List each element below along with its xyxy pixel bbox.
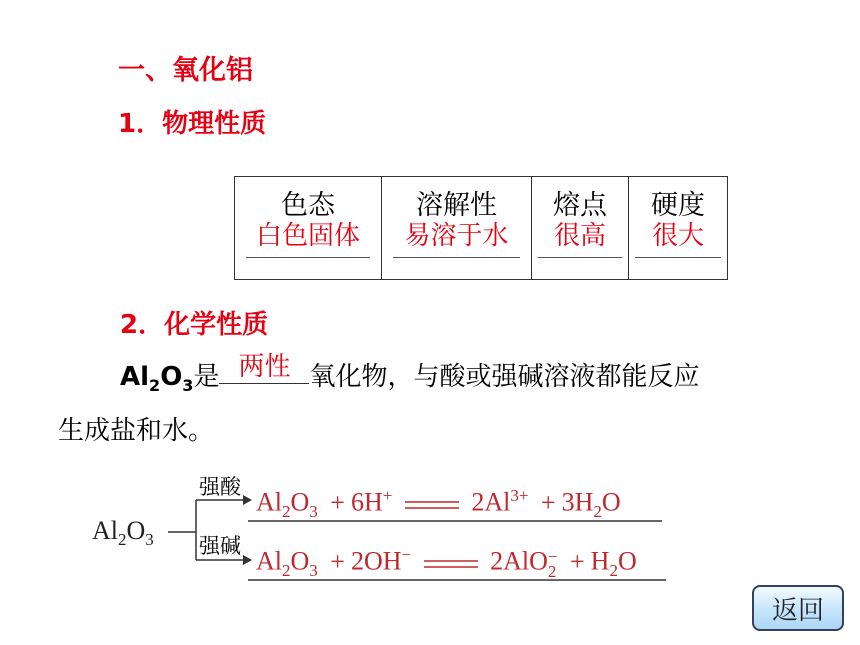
acid-equation: $Al_2O_3 + 6H^+$ $2Al^{3+} + 3H_2O$ bbox=[256, 486, 621, 521]
table-header: 熔点 bbox=[553, 190, 607, 221]
acid-label: 强酸 bbox=[199, 475, 241, 499]
equals-sign bbox=[405, 499, 459, 511]
physical-properties-title: 1．物理性质 bbox=[118, 109, 267, 139]
reactant-al2o3: $Al_2O_3$ bbox=[92, 516, 154, 550]
table-header: 硬度 bbox=[651, 190, 705, 221]
equals-sign bbox=[424, 558, 478, 570]
table-header: 溶解性 bbox=[416, 190, 497, 221]
paragraph-line-1: $Al_2O_3$是 两性 氧化物，与酸或强碱溶液都能反应 bbox=[120, 356, 699, 395]
table-answer: 很大 bbox=[635, 221, 721, 258]
chemical-properties-title: 2．化学性质 bbox=[120, 310, 269, 340]
base-equation: $Al_2O_3 + 2OH^-$ 2AlO − 2 + $H_2O$ bbox=[256, 545, 637, 581]
section-heading: 一、氧化铝 bbox=[118, 55, 253, 86]
table-header: 色态 bbox=[281, 190, 335, 221]
table-answer: 很高 bbox=[538, 221, 623, 258]
back-button[interactable]: 返回 bbox=[752, 585, 844, 631]
table-answer: 易溶于水 bbox=[393, 221, 520, 258]
table-answer: 白色固体 bbox=[246, 221, 371, 258]
paragraph-line-2: 生成盐和水。 bbox=[58, 416, 215, 446]
formula-al2o3: $Al_2O_3$ bbox=[120, 362, 194, 396]
base-label: 强碱 bbox=[199, 534, 241, 558]
blank-answer: 两性 bbox=[219, 346, 309, 384]
